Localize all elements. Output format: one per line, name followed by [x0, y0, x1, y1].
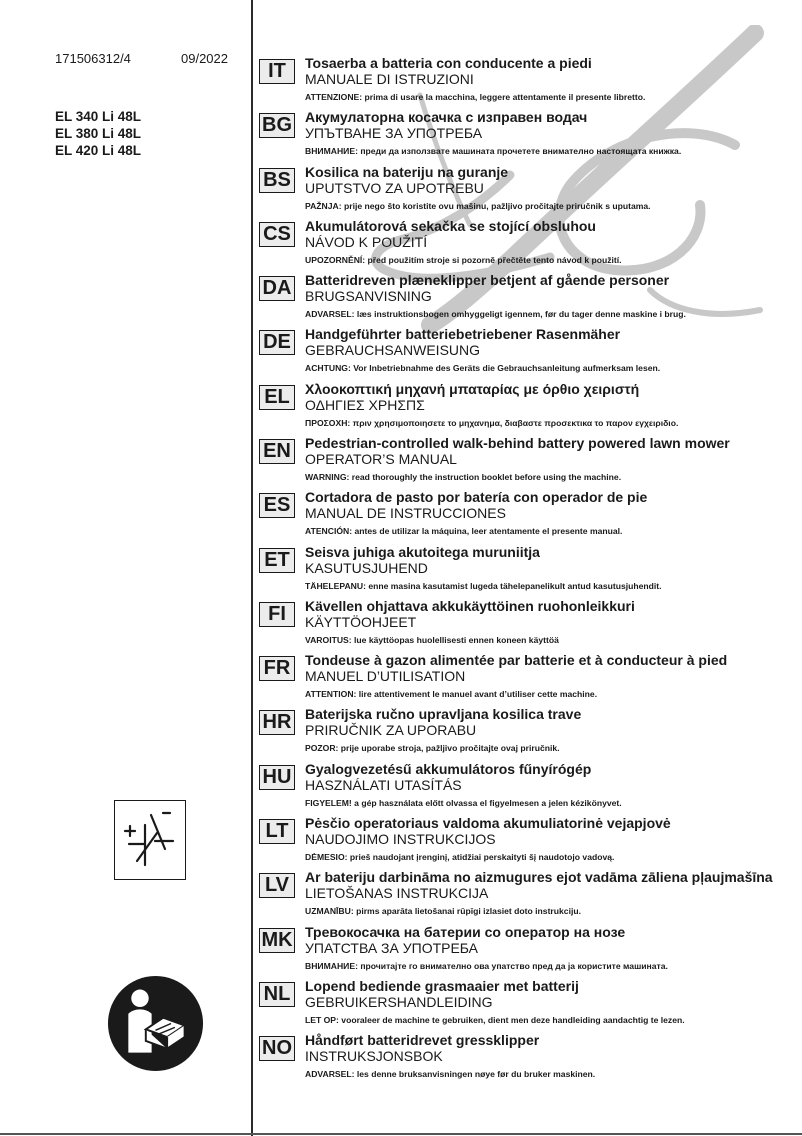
- product-title: Pedestrian-controlled walk-behind battery powered lawn mower: [305, 435, 730, 451]
- manual-title: UPUTSTVO ZA UPOTREBU: [305, 180, 484, 196]
- battery-symbol-box: [114, 800, 186, 880]
- language-code-badge: ES: [259, 493, 295, 518]
- language-section-bs: [258, 164, 798, 216]
- language-code-badge: CS: [259, 222, 295, 247]
- warning-text: UZMANĪBU: pirms aparāta lietošanai rūpīgi izlasiet doto instrukciju.: [305, 906, 581, 916]
- language-code-badge: HU: [259, 765, 295, 790]
- model-name: EL 380 Li 48L: [55, 126, 142, 141]
- warning-text: ВНИМАНИЕ: прочитајте го внимателно ова упатство пред да ја користите машината.: [305, 961, 668, 971]
- warning-text: DĖMESIO: prieš naudojant įrenginį, atidžiai perskaityti šį naudotojo vadovą.: [305, 852, 615, 862]
- language-code-badge: FR: [259, 656, 295, 681]
- language-section-hr: [258, 706, 798, 758]
- warning-text: ADVARSEL: læs instruktionsbogen omhyggeligt igennem, før du tager denne maskine i brug.: [305, 309, 686, 319]
- warning-text: TÄHELEPANU: enne masina kasutamist lugeda tähelepanelikult antud kasutusjuhendit.: [305, 581, 662, 591]
- manual-title: BRUGSANVISNING: [305, 288, 432, 304]
- warning-text: ATENCIÓN: antes de utilizar la máquina, leer atentamente el presente manual.: [305, 526, 623, 536]
- language-code-badge: DA: [259, 276, 295, 301]
- manual-title: GEBRAUCHSANWEISUNG: [305, 342, 481, 358]
- warning-text: LET OP: vooraleer de machine te gebruiken, dient men deze handleiding aandachtig te lezen.: [305, 1015, 685, 1025]
- manual-title: MANUALE DI ISTRUZIONI: [305, 71, 474, 87]
- warning-text: VAROITUS: lue käyttöopas huolellisesti ennen koneen käyttöä: [305, 635, 559, 645]
- language-code-badge: BS: [259, 168, 295, 193]
- warning-text: ВНИМАНИЕ: преди да използвате машината прочетете внимателно настоящата книжка.: [305, 146, 682, 156]
- model-name: EL 420 Li 48L: [55, 143, 142, 158]
- product-title: Χλοοκοπτική μηχανή μπαταρίας με όρθιο χειριστή: [305, 381, 640, 397]
- product-title: Kävellen ohjattava akkukäyttöinen ruohonleikkuri: [305, 598, 635, 614]
- language-section-nl: [258, 978, 798, 1030]
- language-section-bg: [258, 109, 798, 161]
- language-code-badge: LV: [259, 873, 295, 898]
- warning-text: POZOR: prije uporabe stroja, pažljivo pročitajte ovaj priručnik.: [305, 743, 560, 753]
- warning-text: PAŽNJA: prije nego što koristite ovu mašinu, pažljivo pročitajte priručnik s uputama.: [305, 201, 651, 211]
- language-section-es: [258, 489, 798, 541]
- warning-text: ACHTUNG: Vor Inbetriebnahme des Geräts die Gebrauchsanleitung aufmerksam lesen.: [305, 363, 661, 373]
- product-title: Seisva juhiga akutoitega muruniitja: [305, 544, 540, 560]
- manual-title: INSTRUKSJONSBOK: [305, 1048, 443, 1064]
- language-section-de: [258, 326, 798, 378]
- language-section-da: [258, 272, 798, 324]
- manual-title: KÄYTTÖOHJEET: [305, 614, 417, 630]
- warning-text: ATTENTION: lire attentivement le manuel avant d’utiliser cette machine.: [305, 689, 598, 699]
- product-title: Ar bateriju darbināma no aizmugures ejot vadāma zāliena pļaujmašīna: [305, 869, 773, 885]
- product-title: Lopend bediende grasmaaier met batterij: [305, 978, 579, 994]
- product-title: Cortadora de pasto por batería con operador de pie: [305, 489, 648, 505]
- language-code-badge: EL: [259, 385, 295, 410]
- manual-title: NAUDOJIMO INSTRUKCIJOS: [305, 831, 496, 847]
- language-section-lt: [258, 815, 798, 867]
- language-section-fr: [258, 652, 798, 704]
- product-title: Handgeführter batteriebetriebener Rasenmäher: [305, 326, 621, 342]
- product-title: Gyalogvezetésű akkumulátoros fűnyírógép: [305, 761, 592, 777]
- product-title: Тревокосачка на батерии со оператор на нозе: [305, 924, 626, 940]
- manual-title: MANUEL D’UTILISATION: [305, 668, 466, 684]
- language-code-badge: LT: [259, 819, 295, 844]
- warning-text: WARNING: read thoroughly the instruction booklet before using the machine.: [305, 472, 622, 482]
- language-section-en: [258, 435, 798, 487]
- product-title: Акумулаторна косачка с изправен водач: [305, 109, 588, 125]
- language-code-badge: FI: [259, 602, 295, 627]
- product-title: Håndført batteridrevet gressklipper: [305, 1032, 540, 1048]
- product-title: Akumulátorová sekačka se stojící obsluhou: [305, 218, 596, 234]
- document-code: 171506312/4: [55, 51, 131, 66]
- manual-title: УПЪТВАНЕ ЗА УПОТРЕБА: [305, 125, 483, 141]
- language-code-badge: IT: [259, 59, 295, 84]
- language-code-badge: EN: [259, 439, 295, 464]
- footer-rule: [0, 1133, 802, 1135]
- product-title: Pėsčio operatoriaus valdoma akumuliatorinė vejapjovė: [305, 815, 671, 831]
- warning-text: UPOZORNĚNÍ: před použitím stroje si pozorně přečtěte tento návod k použití.: [305, 255, 622, 265]
- manual-title: MANUAL DE INSTRUCCIONES: [305, 505, 506, 521]
- document-date: 09/2022: [181, 51, 228, 66]
- language-section-et: [258, 544, 798, 596]
- product-title: Batteridreven plæneklipper betjent af gående personer: [305, 272, 670, 288]
- battery-plus-minus-icon: [115, 801, 184, 878]
- product-title: Baterijska ručno upravljana kosilica trave: [305, 706, 582, 722]
- language-section-lv: [258, 869, 798, 921]
- manual-title: HASZNÁLATI UTASÍTÁS: [305, 777, 462, 793]
- language-section-fi: [258, 598, 798, 650]
- language-code-badge: BG: [259, 113, 295, 138]
- language-section-hu: [258, 761, 798, 813]
- product-title: Tondeuse à gazon alimentée par batterie et à conducteur à pied: [305, 652, 728, 668]
- manual-title: KASUTUSJUHEND: [305, 560, 428, 576]
- warning-text: ADVARSEL: les denne bruksanvisningen nøye før du bruker maskinen.: [305, 1069, 596, 1079]
- language-code-badge: MK: [259, 928, 295, 953]
- language-code-badge: HR: [259, 710, 295, 735]
- read-manual-icon: [107, 975, 204, 1072]
- language-code-badge: DE: [259, 330, 295, 355]
- manual-title: NÁVOD K POUŽITÍ: [305, 234, 428, 250]
- product-title: Tosaerba a batteria con conducente a piedi: [305, 55, 592, 71]
- language-section-el: [258, 381, 798, 433]
- model-name: EL 340 Li 48L: [55, 109, 142, 124]
- language-code-badge: NO: [259, 1036, 295, 1061]
- manual-title: GEBRUIKERSHANDLEIDING: [305, 994, 493, 1010]
- language-code-badge: NL: [259, 982, 295, 1007]
- manual-title: ΟΔΗΓΙΕΣ ΧΡΗΣΠΣ: [305, 397, 425, 413]
- model-list: [55, 108, 141, 159]
- warning-text: FIGYELEM! a gép használata előtt olvassa el figyelmesen a jelen kézikönyvet.: [305, 798, 622, 808]
- column-divider: [251, 0, 253, 1136]
- manual-title: УПАТСТВА ЗА УПОТРЕБА: [305, 940, 479, 956]
- language-section-it: [258, 55, 798, 107]
- warning-text: ΠΡΟΣΟΧΗ: πριν χρησιμοποιησετε το μηχανημα, διαβαστε προσεκτικα το παρον εγχειριδιο.: [305, 418, 679, 428]
- manual-title: PRIRUČNIK ZA UPORABU: [305, 722, 477, 738]
- product-title: Kosilica na bateriju na guranje: [305, 164, 509, 180]
- language-section-mk: [258, 924, 798, 976]
- language-section-cs: [258, 218, 798, 270]
- manual-title: OPERATOR’S MANUAL: [305, 451, 457, 467]
- language-section-no: [258, 1032, 798, 1084]
- warning-text: ATTENZIONE: prima di usare la macchina, leggere attentamente il presente libretto.: [305, 92, 646, 102]
- manual-title: LIETOŠANAS INSTRUKCIJA: [305, 885, 489, 901]
- language-code-badge: ET: [259, 548, 295, 573]
